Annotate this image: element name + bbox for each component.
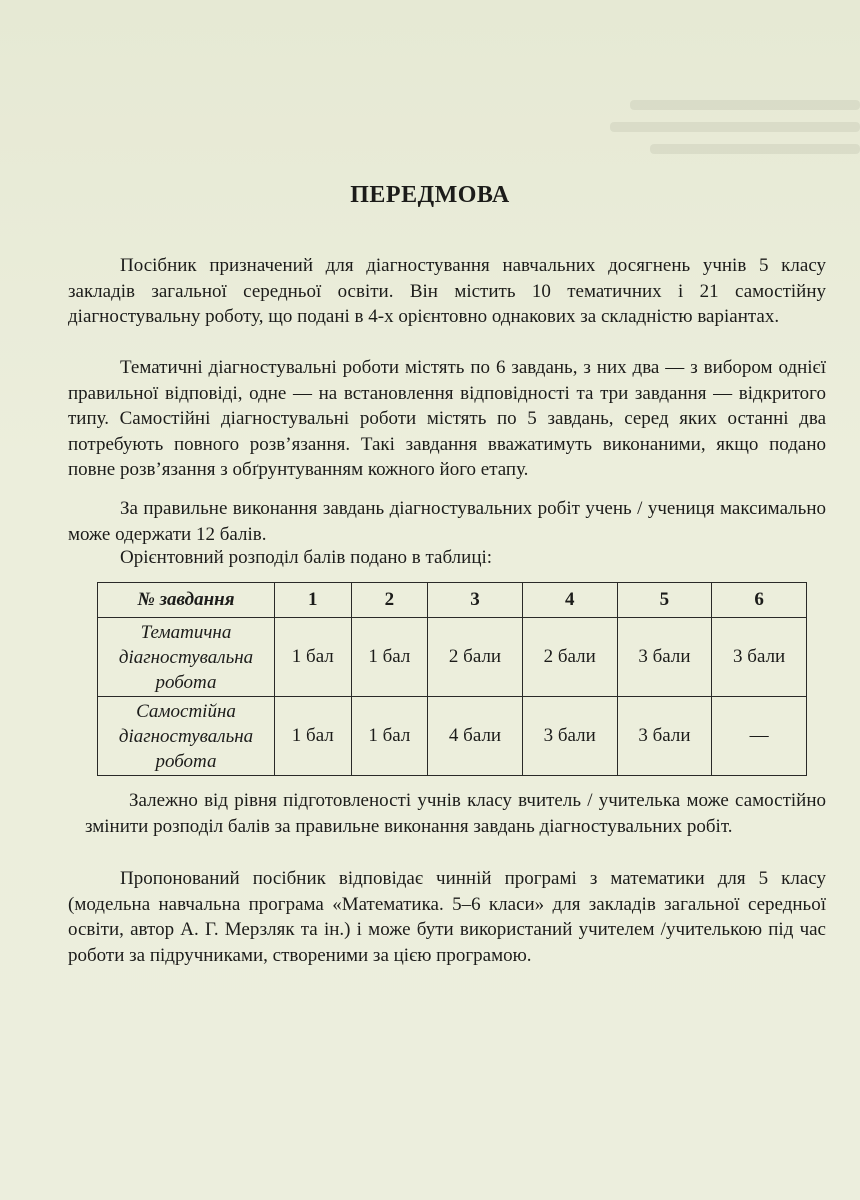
table-cell: 3 бали (617, 618, 712, 697)
table-cell: 1 бал (351, 618, 428, 697)
table-cell: 2 бали (522, 618, 617, 697)
table-cell: 1 бал (275, 618, 352, 697)
task-number-header: № завдання (98, 583, 275, 618)
table-cell: 1 бал (351, 697, 428, 776)
table-cell: 1 бал (275, 697, 352, 776)
table-cell: 3 бали (617, 697, 712, 776)
row-label-line: Самостійна (136, 700, 236, 722)
column-header: 2 (351, 583, 428, 618)
score-distribution-table (97, 582, 807, 776)
row-label (98, 618, 275, 697)
row-label (98, 697, 275, 776)
bleed-through-text (600, 70, 860, 170)
table-cell: 3 бали (712, 618, 807, 697)
row-label-line: робота (155, 671, 217, 693)
intro-paragraph: Посібник призначений для діагностування навчальних досягнень учнів 5 класу закладів загальної середньої освіти. Він містить 10 тематичних і 21 самостійну діагностувальну роботу, що подані в 4-х орієнтовно однакових за складністю варіантах. (68, 255, 826, 327)
table-row (98, 697, 807, 776)
table-intro-paragraph: Орієнтовний розподіл балів подано в таблиці: (120, 547, 493, 568)
column-header: 1 (275, 583, 352, 618)
column-header: 5 (617, 583, 712, 618)
program-paragraph: Пропонований посібник відповідає чинній програмі з математики для 5 класу (модельна навчальна програма «Математика. 5–6 класи» для закладів загальної середньої освіти, автор А. Г. Мерзляк та ін.) і може бути використаний учителем /учителькою під час роботи за підручниками, створеними за цією програмою. (68, 868, 826, 966)
column-header: 6 (712, 583, 807, 618)
table-cell: — (712, 697, 807, 776)
table-cell: 2 бали (428, 618, 523, 697)
row-label-line: діагностувальна (118, 646, 254, 668)
row-label-line: робота (155, 750, 217, 772)
page-title: ПЕРЕДМОВА (350, 182, 510, 208)
teacher-note-paragraph: Залежно від рівня підготовленості учнів класу вчитель / учителька може самостійно змінити розподіл балів за правильне виконання завдань діагностувальних робіт. (85, 790, 826, 837)
table-cell: 4 бали (428, 697, 523, 776)
table-header-row (98, 583, 807, 618)
max-score-paragraph: За правильне виконання завдань діагностувальних робіт учень / учениця максимально може одержати 12 балів. (68, 498, 826, 545)
row-label-line: діагностувальна (118, 725, 254, 747)
column-header: 4 (522, 583, 617, 618)
table-row (98, 618, 807, 697)
table-cell: 3 бали (522, 697, 617, 776)
column-header: 3 (428, 583, 523, 618)
structure-paragraph: Тематичні діагностувальні роботи містять по 6 завдань, з них два — з вибором однієї правильної відповіді, одне — на встановлення відповідності та три завдання — відкритого типу. Самостійні діагностувальні роботи містять по 5 завдань, серед яких останні два потребують повного розв’язання. Такі завдання вважатимуть виконаними, якщо подано повне розв’язання з обґрунтуванням кожного його етапу. (68, 357, 826, 480)
row-label-line: Тематична (140, 621, 232, 643)
